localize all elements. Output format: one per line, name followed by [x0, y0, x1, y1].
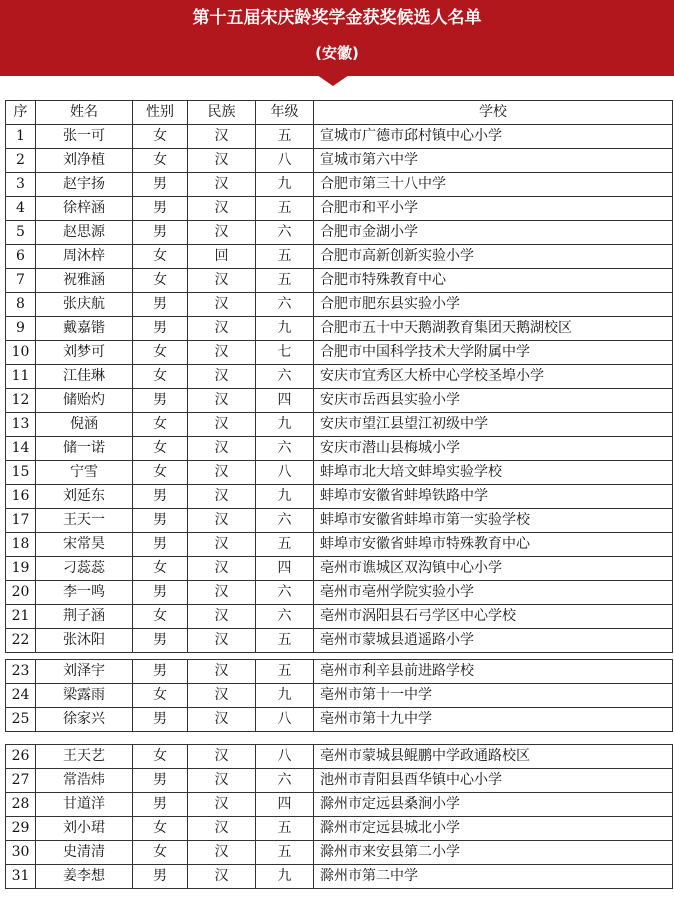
- cell-index: 1: [6, 125, 36, 149]
- cell-name: 赵思源: [36, 221, 133, 245]
- cell-name: 刘小珺: [36, 817, 133, 841]
- cell-index: 18: [6, 533, 36, 557]
- cell-gender: 男: [133, 769, 188, 793]
- cell-grade: 五: [256, 841, 314, 865]
- cell-grade: 九: [256, 865, 314, 889]
- table-row: [6, 437, 673, 461]
- table-row: [6, 865, 673, 889]
- cell-ethnicity: 汉: [188, 197, 256, 221]
- cell-school: 宣城市第六中学: [314, 149, 673, 173]
- cell-gender: 男: [133, 485, 188, 509]
- cell-ethnicity: 汉: [188, 509, 256, 533]
- cell-ethnicity: 汉: [188, 745, 256, 769]
- cell-name: 徐梓涵: [36, 197, 133, 221]
- cell-gender: 男: [133, 793, 188, 817]
- cell-name: 张一可: [36, 125, 133, 149]
- col-header-ethnicity: 民族: [188, 101, 256, 125]
- cell-index: 25: [6, 708, 36, 732]
- cell-name: 刘延东: [36, 485, 133, 509]
- table-row: [6, 817, 673, 841]
- cell-grade: 六: [256, 365, 314, 389]
- cell-index: 16: [6, 485, 36, 509]
- cell-index: 23: [6, 660, 36, 684]
- cell-school: 合肥市金湖小学: [314, 221, 673, 245]
- cell-index: 14: [6, 437, 36, 461]
- cell-gender: 女: [133, 605, 188, 629]
- table-row: [6, 629, 673, 653]
- cell-school: 安庆市潜山县梅城小学: [314, 437, 673, 461]
- cell-index: 12: [6, 389, 36, 413]
- cell-gender: 男: [133, 389, 188, 413]
- cell-grade: 六: [256, 509, 314, 533]
- table-row: [6, 660, 673, 684]
- cell-grade: 五: [256, 125, 314, 149]
- table-row: [6, 684, 673, 708]
- cell-index: 27: [6, 769, 36, 793]
- cell-ethnicity: 汉: [188, 841, 256, 865]
- cell-gender: 女: [133, 684, 188, 708]
- cell-index: 5: [6, 221, 36, 245]
- cell-gender: 男: [133, 509, 188, 533]
- cell-name: 储一诺: [36, 437, 133, 461]
- cell-gender: 男: [133, 197, 188, 221]
- table-row: [6, 245, 673, 269]
- cell-ethnicity: 汉: [188, 769, 256, 793]
- cell-index: 31: [6, 865, 36, 889]
- cell-school: 滁州市第二中学: [314, 865, 673, 889]
- cell-index: 6: [6, 245, 36, 269]
- cell-grade: 四: [256, 557, 314, 581]
- col-header-grade: 年级: [256, 101, 314, 125]
- cell-name: 荆子涵: [36, 605, 133, 629]
- cell-index: 22: [6, 629, 36, 653]
- cell-gender: 女: [133, 149, 188, 173]
- cell-gender: 女: [133, 817, 188, 841]
- cell-name: 宋常昊: [36, 533, 133, 557]
- cell-grade: 五: [256, 269, 314, 293]
- cell-index: 8: [6, 293, 36, 317]
- cell-ethnicity: 汉: [188, 149, 256, 173]
- cell-gender: 男: [133, 581, 188, 605]
- cell-school: 安庆市望江县望江初级中学: [314, 413, 673, 437]
- cell-name: 李一鸣: [36, 581, 133, 605]
- col-header-index: 序: [6, 101, 36, 125]
- cell-name: 常浩炜: [36, 769, 133, 793]
- cell-index: 10: [6, 341, 36, 365]
- row-gap: [6, 653, 673, 660]
- col-header-gender: 性别: [133, 101, 188, 125]
- cell-grade: 九: [256, 317, 314, 341]
- cell-grade: 九: [256, 413, 314, 437]
- cell-grade: 六: [256, 437, 314, 461]
- cell-grade: 六: [256, 293, 314, 317]
- cell-index: 20: [6, 581, 36, 605]
- cell-index: 13: [6, 413, 36, 437]
- table-row: [6, 341, 673, 365]
- cell-school: 亳州市蒙城县逍遥路小学: [314, 629, 673, 653]
- cell-gender: 男: [133, 221, 188, 245]
- table-row: [6, 485, 673, 509]
- cell-grade: 九: [256, 684, 314, 708]
- cell-name: 王天艺: [36, 745, 133, 769]
- cell-ethnicity: 汉: [188, 533, 256, 557]
- cell-grade: 七: [256, 341, 314, 365]
- cell-school: 蚌埠市安徽省蚌埠铁路中学: [314, 485, 673, 509]
- cell-grade: 八: [256, 149, 314, 173]
- cell-gender: 男: [133, 533, 188, 557]
- table-row: [6, 389, 673, 413]
- cell-school: 宣城市广德市邱村镇中心小学: [314, 125, 673, 149]
- table-row: [6, 269, 673, 293]
- cell-grade: 六: [256, 769, 314, 793]
- page-subtitle: (安徽): [315, 44, 359, 62]
- cell-ethnicity: 汉: [188, 461, 256, 485]
- cell-school: 蚌埠市安徽省蚌埠市第一实验学校: [314, 509, 673, 533]
- cell-school: 合肥市第三十八中学: [314, 173, 673, 197]
- cell-ethnicity: 汉: [188, 605, 256, 629]
- cell-school: 滁州市定远县城北小学: [314, 817, 673, 841]
- cell-grade: 六: [256, 221, 314, 245]
- cell-grade: 五: [256, 245, 314, 269]
- cell-ethnicity: 汉: [188, 581, 256, 605]
- cell-gender: 女: [133, 557, 188, 581]
- cell-gender: 女: [133, 413, 188, 437]
- cell-ethnicity: 汉: [188, 865, 256, 889]
- cell-index: 29: [6, 817, 36, 841]
- cell-school: 亳州市亳州学院实验小学: [314, 581, 673, 605]
- cell-grade: 六: [256, 605, 314, 629]
- cell-index: 17: [6, 509, 36, 533]
- cell-school: 亳州市谯城区双沟镇中心小学: [314, 557, 673, 581]
- cell-ethnicity: 汉: [188, 269, 256, 293]
- cell-gender: 男: [133, 708, 188, 732]
- cell-ethnicity: 汉: [188, 221, 256, 245]
- cell-gender: 女: [133, 437, 188, 461]
- cell-name: 储贻灼: [36, 389, 133, 413]
- cell-name: 张沐阳: [36, 629, 133, 653]
- cell-school: 合肥市和平小学: [314, 197, 673, 221]
- table-row: [6, 581, 673, 605]
- cell-ethnicity: 汉: [188, 389, 256, 413]
- cell-name: 赵宇扬: [36, 173, 133, 197]
- cell-index: 4: [6, 197, 36, 221]
- cell-school: 亳州市利辛县前进路学校: [314, 660, 673, 684]
- cell-name: 江佳琳: [36, 365, 133, 389]
- cell-ethnicity: 汉: [188, 317, 256, 341]
- cell-name: 徐家兴: [36, 708, 133, 732]
- cell-name: 祝雅涵: [36, 269, 133, 293]
- cell-school: 安庆市岳西县实验小学: [314, 389, 673, 413]
- cell-ethnicity: 汉: [188, 437, 256, 461]
- cell-index: 9: [6, 317, 36, 341]
- row-gap-cell: [6, 732, 673, 745]
- cell-ethnicity: 汉: [188, 293, 256, 317]
- table-row: [6, 149, 673, 173]
- cell-name: 梁露雨: [36, 684, 133, 708]
- table-row: [6, 221, 673, 245]
- cell-gender: 男: [133, 865, 188, 889]
- cell-ethnicity: 汉: [188, 660, 256, 684]
- table-header-row: [6, 101, 673, 125]
- col-header-name: 姓名: [36, 101, 133, 125]
- table-row: [6, 605, 673, 629]
- cell-ethnicity: 汉: [188, 817, 256, 841]
- cell-ethnicity: 回: [188, 245, 256, 269]
- cell-gender: 女: [133, 461, 188, 485]
- cell-ethnicity: 汉: [188, 341, 256, 365]
- table-row: [6, 317, 673, 341]
- cell-ethnicity: 汉: [188, 629, 256, 653]
- cell-grade: 四: [256, 389, 314, 413]
- row-gap: [6, 732, 673, 745]
- cell-name: 姜李想: [36, 865, 133, 889]
- cell-index: 28: [6, 793, 36, 817]
- cell-school: 亳州市涡阳县石弓学区中心学校: [314, 605, 673, 629]
- cell-school: 亳州市第十一中学: [314, 684, 673, 708]
- cell-gender: 女: [133, 841, 188, 865]
- cell-school: 蚌埠市安徽省蚌埠市特殊教育中心: [314, 533, 673, 557]
- cell-grade: 九: [256, 485, 314, 509]
- cell-ethnicity: 汉: [188, 485, 256, 509]
- table-row: [6, 413, 673, 437]
- cell-grade: 八: [256, 745, 314, 769]
- table-row: [6, 533, 673, 557]
- cell-index: 7: [6, 269, 36, 293]
- cell-school: 安庆市宜秀区大桥中心学校圣埠小学: [314, 365, 673, 389]
- cell-school: 合肥市肥东县实验小学: [314, 293, 673, 317]
- cell-grade: 五: [256, 660, 314, 684]
- cell-name: 戴嘉锴: [36, 317, 133, 341]
- cell-name: 王天一: [36, 509, 133, 533]
- table-row: [6, 557, 673, 581]
- cell-ethnicity: 汉: [188, 125, 256, 149]
- cell-gender: 女: [133, 341, 188, 365]
- table-row: [6, 461, 673, 485]
- cell-ethnicity: 汉: [188, 173, 256, 197]
- cell-school: 蚌埠市北大培文蚌埠实验学校: [314, 461, 673, 485]
- cell-school: 合肥市特殊教育中心: [314, 269, 673, 293]
- cell-gender: 女: [133, 245, 188, 269]
- table-row: [6, 173, 673, 197]
- cell-school: 亳州市第十九中学: [314, 708, 673, 732]
- cell-grade: 五: [256, 197, 314, 221]
- table-row: [6, 745, 673, 769]
- cell-gender: 男: [133, 293, 188, 317]
- row-gap-cell: [6, 653, 673, 660]
- table-row: [6, 841, 673, 865]
- cell-index: 26: [6, 745, 36, 769]
- cell-index: 2: [6, 149, 36, 173]
- cell-name: 刘梦可: [36, 341, 133, 365]
- cell-grade: 五: [256, 533, 314, 557]
- cell-grade: 五: [256, 629, 314, 653]
- cell-index: 24: [6, 684, 36, 708]
- table-row: [6, 769, 673, 793]
- table-row: [6, 365, 673, 389]
- cell-school: 合肥市中国科学技术大学附属中学: [314, 341, 673, 365]
- cell-gender: 女: [133, 125, 188, 149]
- cell-name: 史清清: [36, 841, 133, 865]
- cell-school: 滁州市来安县第二小学: [314, 841, 673, 865]
- cell-name: 倪涵: [36, 413, 133, 437]
- cell-grade: 九: [256, 173, 314, 197]
- cell-index: 3: [6, 173, 36, 197]
- cell-index: 15: [6, 461, 36, 485]
- cell-gender: 男: [133, 629, 188, 653]
- cell-gender: 女: [133, 365, 188, 389]
- cell-grade: 八: [256, 708, 314, 732]
- cell-gender: 男: [133, 173, 188, 197]
- cell-gender: 男: [133, 317, 188, 341]
- cell-ethnicity: 汉: [188, 557, 256, 581]
- cell-name: 刘泽宇: [36, 660, 133, 684]
- cell-index: 19: [6, 557, 36, 581]
- cell-gender: 女: [133, 269, 188, 293]
- cell-name: 甘道洋: [36, 793, 133, 817]
- table-row: [6, 125, 673, 149]
- cell-grade: 六: [256, 581, 314, 605]
- table-row: [6, 293, 673, 317]
- col-header-school: 学校: [314, 101, 673, 125]
- cell-school: 池州市青阳县酉华镇中心小学: [314, 769, 673, 793]
- cell-ethnicity: 汉: [188, 684, 256, 708]
- cell-ethnicity: 汉: [188, 793, 256, 817]
- cell-name: 张庆航: [36, 293, 133, 317]
- cell-school: 合肥市高新创新实验小学: [314, 245, 673, 269]
- cell-school: 合肥市五十中天鹅湖教育集团天鹅湖校区: [314, 317, 673, 341]
- banner-arrow-decoration: [317, 75, 349, 86]
- cell-name: 刘净植: [36, 149, 133, 173]
- cell-ethnicity: 汉: [188, 413, 256, 437]
- table-row: [6, 708, 673, 732]
- table-row: [6, 509, 673, 533]
- cell-name: 周沐梓: [36, 245, 133, 269]
- cell-ethnicity: 汉: [188, 708, 256, 732]
- cell-ethnicity: 汉: [188, 365, 256, 389]
- cell-index: 30: [6, 841, 36, 865]
- cell-name: 刁蕊蕊: [36, 557, 133, 581]
- cell-index: 21: [6, 605, 36, 629]
- cell-gender: 男: [133, 660, 188, 684]
- cell-name: 宁雪: [36, 461, 133, 485]
- cell-grade: 八: [256, 461, 314, 485]
- table-row: [6, 197, 673, 221]
- cell-index: 11: [6, 365, 36, 389]
- cell-gender: 女: [133, 745, 188, 769]
- candidate-table: [5, 100, 673, 889]
- candidate-table-container: [5, 100, 672, 889]
- page-title: 第十五届宋庆龄奖学金获奖候选人名单: [192, 8, 482, 28]
- cell-grade: 四: [256, 793, 314, 817]
- cell-grade: 五: [256, 817, 314, 841]
- table-row: [6, 793, 673, 817]
- cell-school: 滁州市定远县桑涧小学: [314, 793, 673, 817]
- cell-school: 亳州市蒙城县鲲鹏中学政通路校区: [314, 745, 673, 769]
